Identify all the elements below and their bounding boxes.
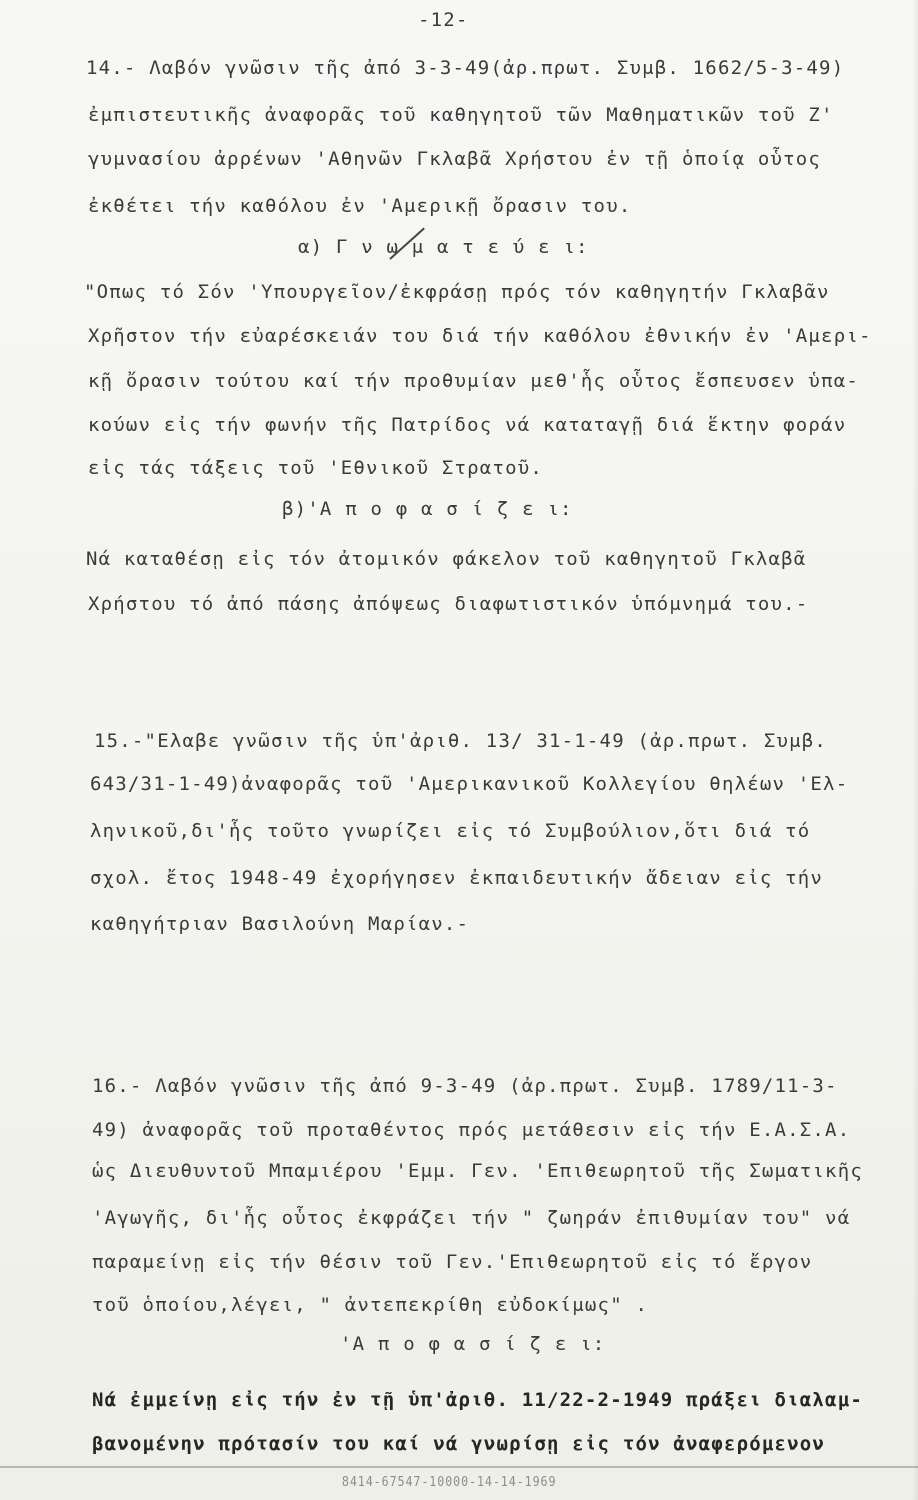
item-15-line-5: καθηγήτριαν Βασιλούνη Μαρίαν.- (90, 913, 470, 935)
item-14-line-2: ἐμπιστευτικῆς ἀναφορᾶς τοῦ καθηγητοῦ τῶν Μαθηματικῶν τοῦ Ζ' (88, 104, 834, 126)
item-15-line-4: σχολ. ἔτος 1948-49 ἐχορήγησεν ἐκπαιδευτικήν ἄδειαν εἰς τήν (90, 867, 824, 889)
item-16-line-4: 'Αγωγῆς, δι'ἧς οὗτος ἐκφράζει τήν " ζωηράν ἐπιθυμίαν του" νά (92, 1207, 851, 1229)
item-15-line-2: 643/31-1-49)ἀναφορᾶς τοῦ 'Αμερικανικοῦ Κολλεγίου θηλέων 'Ελ- (90, 773, 849, 795)
item-14-body-a-line-2: Χρῆστον τήν εὐαρέσκειάν του διά τήν καθόλου ἐθνικήν ἐν 'Αμερι- (88, 325, 872, 347)
item-16-line-5: παραμείνῃ εἰς τήν θέσιν τοῦ Γεν.'Επιθεωρητοῦ εἰς τό ἔργον (92, 1251, 813, 1273)
item-14-heading-b: β)'Α π ο φ α σ ί ζ ε ι: (282, 498, 573, 520)
item-16-line-6: τοῦ ὁποίου,λέγει, " ἀντεπεκρίθη εὐδοκίμως" . (92, 1294, 649, 1316)
item-14-body-a-line-3: κῇ ὄρασιν τούτου καί τήν προθυμίαν μεθ'ἧς οὗτος ἔσπευσεν ὑπα- (88, 370, 859, 392)
item-15-line-3: ληνικοῦ,δι'ἧς τοῦτο γνωρίζει εἰς τό Συμβούλιον,ὅτι διά τό (90, 820, 811, 842)
item-16-body-line-1: Νά ἐμμείνῃ εἰς τήν ἐν τῇ ὑπ'ἀριθ. 11/22-2-1949 πράξει διαλαμ- (92, 1389, 863, 1411)
footer-printer-code: 8414-67547-10000-14-14-1969 (341, 1475, 557, 1490)
footer-rule (0, 1466, 918, 1468)
item-16-line-3: ὡς Διευθυντοῦ Μπαμιέρου 'Εμμ. Γεν. 'Επιθεωρητοῦ τῆς Σωματικῆς (92, 1160, 863, 1182)
page-edge-shadow (912, 0, 918, 1500)
item-16-line-2: 49) ἀναφορᾶς τοῦ προταθέντος πρός μετάθεσιν εἰς τήν Ε.Α.Σ.Α. (92, 1119, 851, 1141)
item-14-line-3: γυμνασίου ἀρρένων 'Αθηνῶν Γκλαβᾶ Χρήστου ἐν τῇ ὁποίᾳ οὗτος (88, 148, 822, 170)
item-14-body-a-line-5: εἰς τάς τάξεις τοῦ 'Εθνικοῦ Στρατοῦ. (88, 457, 544, 479)
item-14-heading-a: α) Γ ν ω μ α τ ε ύ ε ι: (298, 236, 589, 258)
item-15-line-1: 15.-"Ελαβε γνῶσιν τῆς ὑπ'ἀριθ. 13/ 31-1-49 (ἀρ.πρωτ. Συμβ. (94, 730, 828, 752)
page-number: -12- (418, 9, 469, 31)
item-14-body-a-line-1: "Οπως τό Σόν 'Υπουργεῖον/ἐκφράσῃ πρός τόν καθηγητήν Γκλαβᾶν (84, 281, 830, 303)
item-16-body-line-2: βανομένην πρότασίν του καί νά γνωρίσῃ εἰς τόν ἀναφερόμενον (92, 1433, 826, 1455)
item-14-body-b-line-1: Νά καταθέσῃ εἰς τόν ἀτομικόν φάκελον τοῦ καθηγητοῦ Γκλαβᾶ (86, 548, 807, 570)
item-14-line-4: ἐκθέτει τήν καθόλου ἐν 'Αμερικῇ ὄρασιν του. (88, 195, 632, 217)
item-16-heading: 'Α π ο φ α σ ί ζ ε ι: (340, 1333, 606, 1355)
item-14-body-a-line-4: κούων εἰς τήν φωνήν τῆς Πατρίδος νά καταταγῇ διά ἕκτην φοράν (88, 414, 847, 436)
item-14-line-1: 14.- Λαβόν γνῶσιν τῆς ἀπό 3-3-49(ἀρ.πρωτ. Συμβ. 1662/5-3-49) (86, 57, 845, 79)
item-14-body-b-line-2: Χρήστου τό ἀπό πάσης ἀπόψεως διαφωτιστικόν ὑπόμνημά του.- (88, 593, 809, 615)
item-16-line-1: 16.- Λαβόν γνῶσιν τῆς ἀπό 9-3-49 (ἀρ.πρωτ. Συμβ. 1789/11-3- (92, 1075, 838, 1097)
